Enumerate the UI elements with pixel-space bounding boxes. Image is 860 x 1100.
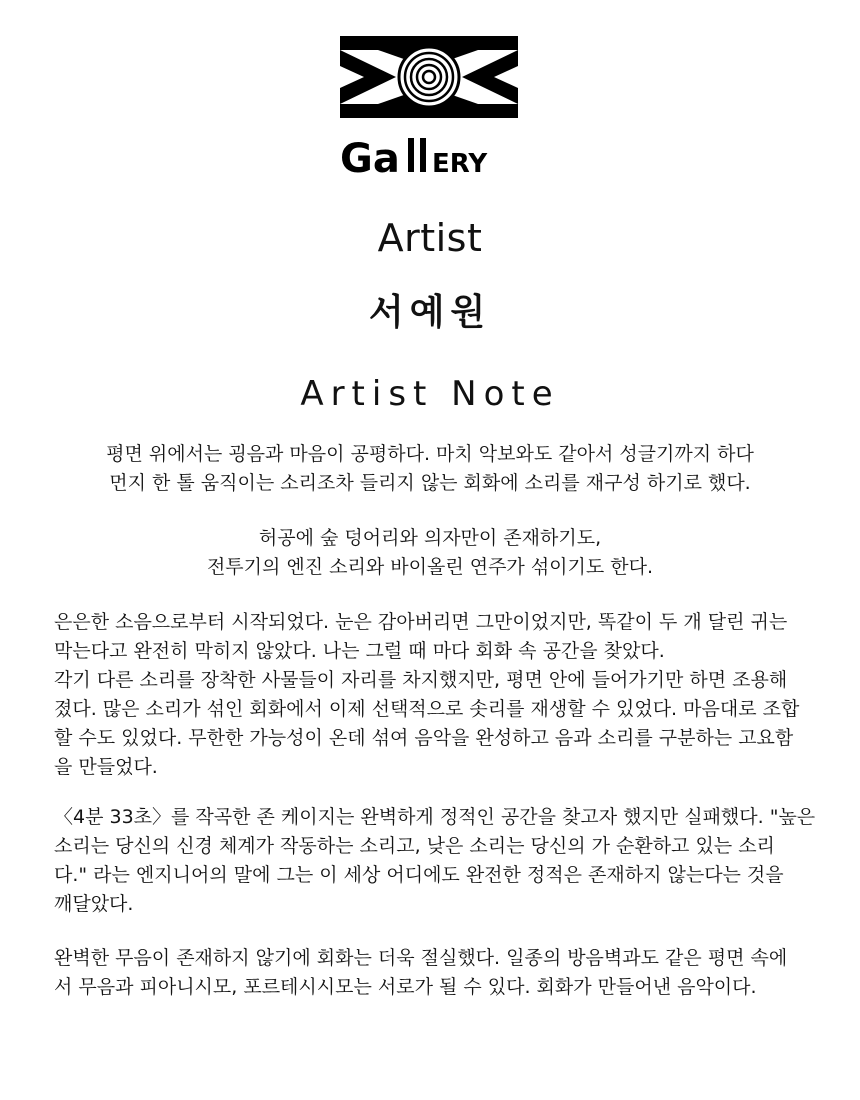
gallery-logo [338, 34, 522, 176]
body-line: 소리는 당신의 신경 체계가 작동하는 소리고, 낮은 소리는 당신의 가 순환하고 있는 소리 [54, 835, 775, 857]
intro-paragraph [40, 440, 820, 498]
body-paragraph-2 [54, 803, 816, 919]
body-line: 깨달았다. [54, 893, 134, 915]
body-line: 서 무음과 피아니시모, 포르테시시모는 서로가 될 수 있다. 회화가 만들어낸 음악이다. [54, 976, 757, 998]
verse-line: 허공에 숲 덩어리와 의자만이 존재하기도, [258, 527, 602, 549]
intro-line: 평면 위에서는 굉음과 마음이 공평하다. 마치 악보와도 같아서 성글기까지 하다 [106, 443, 754, 465]
body-line: 〈4분 33초〉를 작곡한 존 케이지는 완벽하게 정적인 공간을 찾고자 했지만 실패했다. "높은 [54, 806, 816, 828]
body-line: 은은한 소음으로부터 시작되었다. 눈은 감아버리면 그만이었지만, 똑같이 두 개 달린 귀는 [54, 611, 788, 633]
svg-text:Ga: Ga [340, 136, 400, 176]
body-paragraph-1 [54, 608, 810, 782]
body-line: 을 만들었다. [54, 756, 158, 778]
body-line: 완벽한 무음이 존재하지 않기에 회화는 더욱 절실했다. 일종의 방음벽과도 같은 평면 속에 [54, 947, 788, 969]
body-line: 막는다고 완전히 막히지 않았다. 나는 그럴 때 마다 회화 속 공간을 찾았다. [54, 640, 665, 662]
logo-mark-icon [338, 34, 522, 176]
artist-name: 서예원 [368, 292, 492, 333]
svg-text:ERY: ERY [432, 149, 488, 176]
intro-line: 먼지 한 톨 움직이는 소리조차 들리지 않는 회화에 소리를 재구성 하기로 했다. [109, 472, 751, 494]
body-paragraph-3 [54, 944, 810, 1002]
artist-note-heading: Artist Note [300, 374, 560, 414]
logo-wordmark [340, 136, 488, 176]
body-line: 다." 라는 엔지니어의 말에 그는 이 세상 어디에도 완전한 정적은 존재하지 않는다는 것을 [54, 864, 784, 886]
body-line: 할 수도 있었다. 무한한 가능성이 온데 섞여 음악을 완성하고 음과 소리를 구분하는 고요함 [54, 727, 794, 749]
body-line: 각기 다른 소리를 장착한 사물들이 자리를 차지했지만, 평면 안에 들어가기만 하면 조용해 [54, 669, 788, 691]
artist-heading: Artist [377, 216, 483, 260]
verse-paragraph [40, 524, 820, 582]
body-line: 졌다. 많은 소리가 섞인 회화에서 이제 선택적으로 솟리를 재생할 수 있었다. 마음대로 조합 [54, 698, 800, 720]
verse-line: 전투기의 엔진 소리와 바이올린 연주가 섞이기도 한다. [206, 556, 654, 578]
